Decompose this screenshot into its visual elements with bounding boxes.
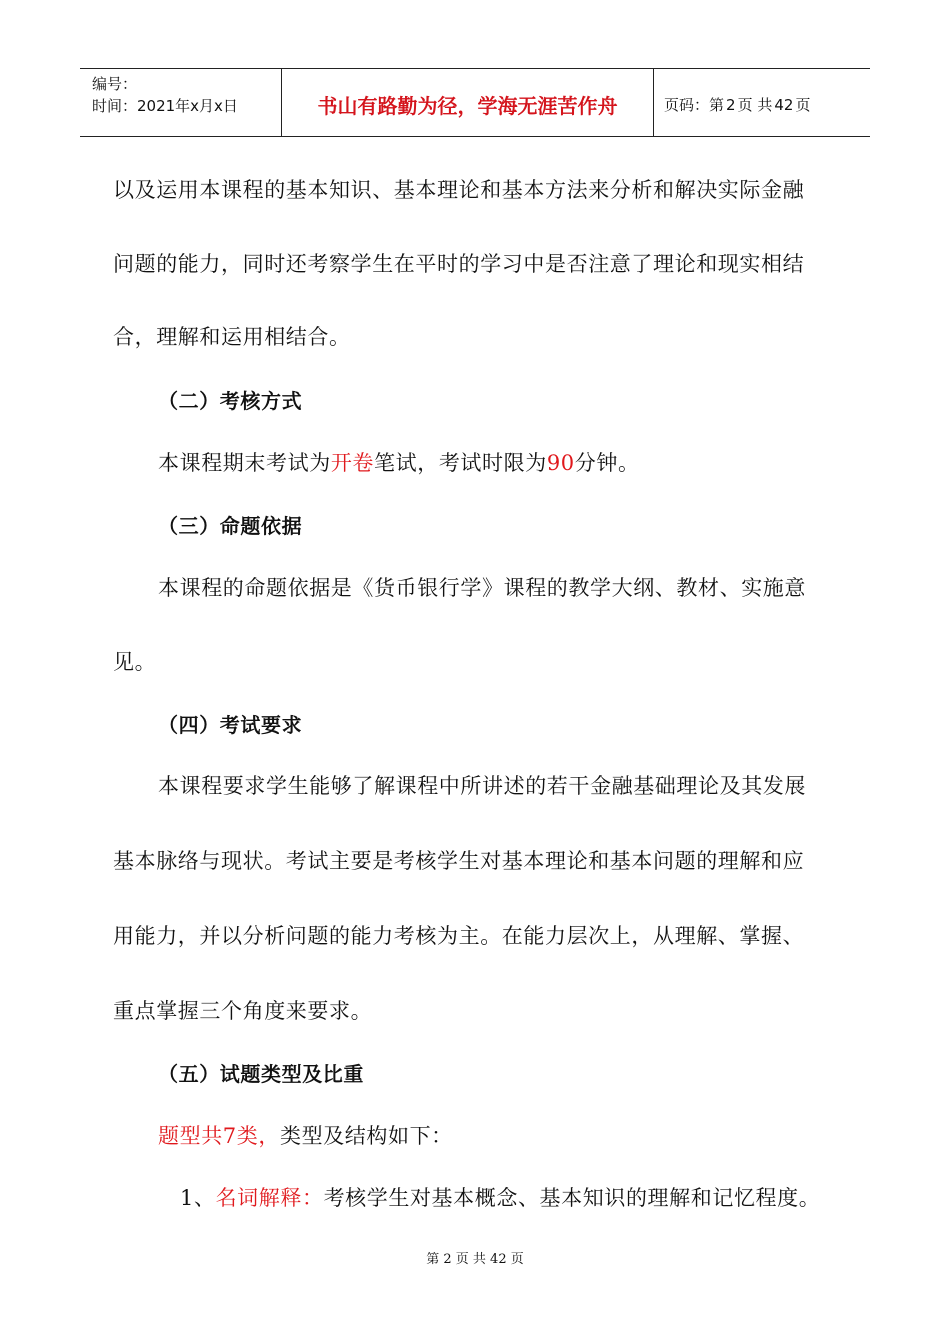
exam-text-2: 笔试，考试时限为 bbox=[374, 451, 547, 475]
exam-type: 开卷 bbox=[330, 451, 375, 475]
body-line-3: 合，理解和运用相结合。 bbox=[113, 325, 351, 349]
page-total: 42 bbox=[774, 95, 794, 114]
exam-text: 本课程期末考试为 bbox=[158, 451, 331, 475]
list-number: 1、 bbox=[180, 1186, 216, 1210]
body-line-5: 本课程的命题依据是《货币银行学》课程的教学大纲、教材、实施意 bbox=[158, 576, 806, 600]
exam-minutes: 90 bbox=[546, 451, 575, 475]
header-motto: 书山有路勤为径，学海无涯苦作舟 bbox=[282, 69, 654, 136]
body-line-1: 以及运用本课程的基本知识、基本理论和基本方法来分析和解决实际金融 bbox=[113, 178, 805, 202]
section-heading-3: （三）命题依据 bbox=[158, 514, 303, 538]
question-types-text: 类型及结构如下： bbox=[279, 1124, 453, 1148]
body-line-11 bbox=[158, 1120, 453, 1150]
list-description: 考核学生对基本概念、基本知识的理解和记忆程度。 bbox=[323, 1186, 821, 1210]
list-term: 名词解释： bbox=[215, 1186, 324, 1210]
exam-text-3: 分钟。 bbox=[574, 451, 640, 475]
section-heading-5: （五）试题类型及比重 bbox=[158, 1062, 364, 1086]
page-prefix: 页码：第 bbox=[664, 96, 725, 114]
body-line-6: 见。 bbox=[113, 650, 157, 674]
page-number: 2 bbox=[726, 95, 736, 114]
page-footer: 第 2 页 共 42 页 bbox=[426, 1252, 524, 1267]
body-line-8: 基本脉络与现状。考试主要是考核学生对基本理论和基本问题的理解和应 bbox=[113, 849, 805, 873]
body-line-9: 用能力，并以分析问题的能力考核为主。在能力层次上，从理解、掌握、 bbox=[113, 924, 805, 948]
question-types-count: 题型共7类， bbox=[158, 1124, 280, 1148]
header-page-info bbox=[654, 69, 870, 136]
number-label: 编号： bbox=[92, 75, 138, 93]
page-mid: 页 共 bbox=[737, 96, 773, 114]
header-meta bbox=[80, 69, 282, 136]
body-line-7: 本课程要求学生能够了解课程中所讲述的若干金融基础理论及其发展 bbox=[158, 774, 806, 798]
body-line-10: 重点掌握三个角度来要求。 bbox=[113, 999, 373, 1023]
time-label: 时间：2021年x月x日 bbox=[92, 97, 238, 115]
section-heading-4: （四）考试要求 bbox=[158, 713, 303, 737]
section-heading-2: （二）考核方式 bbox=[158, 389, 303, 413]
list-item-1 bbox=[180, 1182, 820, 1212]
body-line-2: 问题的能力，同时还考察学生在平时的学习中是否注意了理论和现实相结 bbox=[113, 252, 805, 276]
page-header bbox=[80, 68, 870, 137]
page-suffix: 页 bbox=[795, 96, 811, 114]
body-line-4 bbox=[158, 447, 640, 477]
